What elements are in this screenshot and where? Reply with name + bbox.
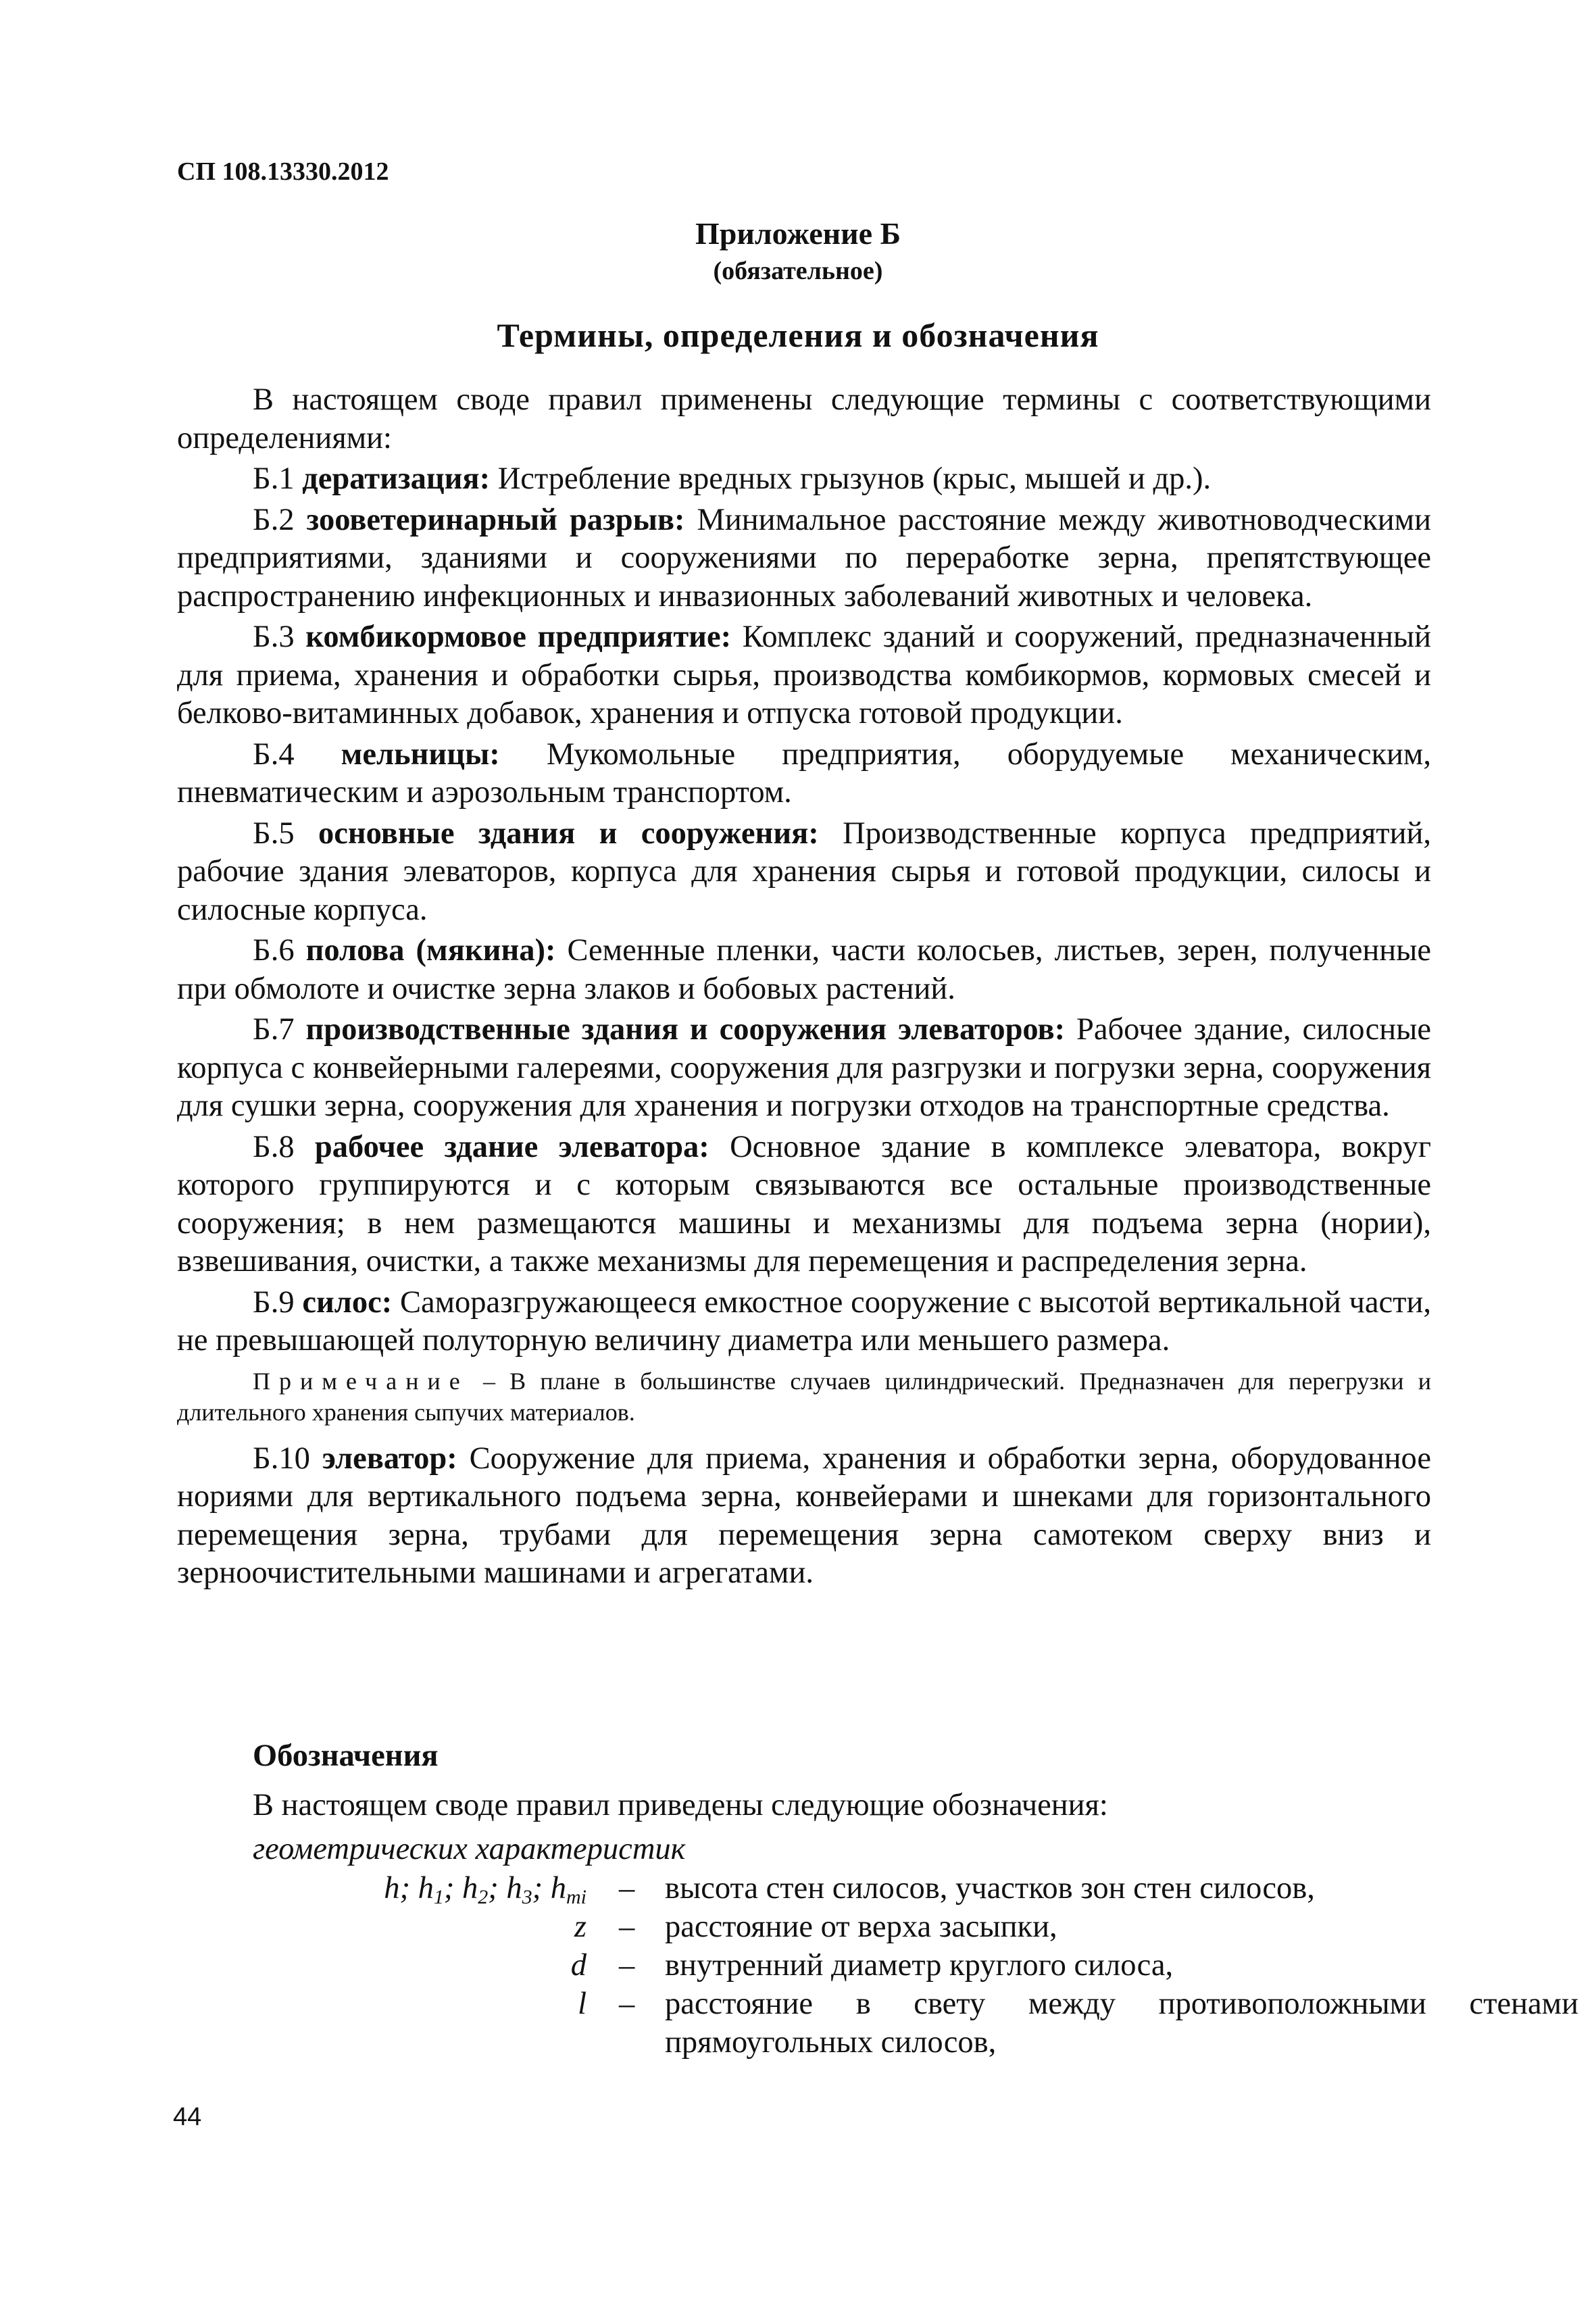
designations-heading: Обозначения: [253, 1739, 439, 1773]
term-b1: [177, 460, 1431, 499]
term-number: Б.10: [253, 1441, 310, 1476]
section-title: Термины, определения и обозначения: [497, 316, 1099, 354]
designation-symbol: z: [574, 1910, 587, 1944]
designation-description: расстояние в свету между противоположными стенами прямоугольных силосов,: [665, 1987, 1578, 2060]
term-name: мельницы:: [341, 737, 500, 772]
intro-paragraph: В настоящем своде правил применены следующие термины с соответствующими определениями:: [177, 382, 1431, 455]
term-definition: Минимальное расстояние между животноводческими предприятиями, зданиями и сооружениями по переработке зерна, препятствующее распространению инфекционных и инвазионных заболеваний животных и человека.: [177, 502, 1431, 614]
term-number: Б.9: [253, 1285, 295, 1320]
appendix-title: Приложение Б: [695, 216, 901, 251]
designation-dash: –: [619, 1910, 635, 1944]
geometric-characteristics-label: геометрических характеристик: [253, 1832, 686, 1866]
term-number: Б.7: [253, 1012, 295, 1047]
term-name: производственные здания и сооружения элеваторов:: [305, 1012, 1066, 1047]
term-name: комбикормовое предприятие:: [305, 620, 732, 654]
term-b6: [177, 932, 1431, 1008]
designation-description: высота стен силосов, участков зон стен силосов,: [665, 1871, 1315, 1906]
term-definition: Сооружение для приема, хранения и обработки зерна, оборудованное нориями для вертикального подъема зерна, конвейерами и шнеками для горизонтального перемещения зерна, трубами для перемещения зерна самотеком сверху вниз и зерноочистительными машинами и агрегатами.: [177, 1441, 1432, 1590]
designation-dash: –: [619, 1987, 635, 2021]
term-name: полова (мякина):: [305, 933, 556, 968]
term-number: Б.4: [253, 737, 295, 772]
term-definition: Комплекс зданий и сооружений, предназначенный для приема, хранения и обработки сырья, производства комбикормов, кормовых смесей и белково-витаминных добавок, хранения и отпуска готовой продукции.: [177, 620, 1431, 730]
term-definition: Семенные пленки, части колосьев, листьев, зерен, полученные при обмолоте и очистке зерна злаков и бобовых растений.: [177, 933, 1432, 1006]
term-b7: [177, 1011, 1431, 1126]
term-definition: Саморазгружающееся емкостное сооружение с высотой вертикальной части, не превышающей полуторную величину диаметра или меньшего размера.: [177, 1285, 1432, 1358]
term-number: Б.5: [253, 816, 295, 851]
term-definition: Мукомольные предприятия, оборудуемые механическим, пневматическим и аэрозольным транспортом.: [177, 737, 1431, 810]
appendix-subtitle: (обязательное): [713, 257, 883, 285]
designation-symbol: h; $h_1$; $h_2$; $h_3$; $h_{mi}$: [384, 1871, 587, 1908]
note-text: – В плане в большинстве случаев цилиндрический. Предназначен для перегрузки и длительного хранения сыпучих материалов.: [177, 1367, 1431, 1426]
term-b4: [177, 736, 1431, 812]
term-number: Б.1: [253, 462, 295, 496]
term-b9: [177, 1284, 1431, 1360]
designation-description: внутренний диаметр круглого силоса,: [665, 1948, 1174, 1983]
term-number: Б.6: [253, 933, 295, 968]
term-number: Б.8: [253, 1129, 295, 1164]
term-name: зооветеринарный разрыв:: [306, 502, 685, 537]
designation-description: расстояние от верха засыпки,: [665, 1910, 1057, 1944]
designation-symbol: d: [570, 1948, 587, 1983]
note-paragraph: [177, 1366, 1431, 1428]
term-b3: [177, 618, 1431, 733]
term-number: Б.2: [253, 502, 295, 537]
page-number: 44: [173, 2103, 202, 2131]
term-name: рабочее здание элеватора:: [314, 1129, 709, 1164]
term-definition: Истребление вредных грызунов (крыс, мышей и др.).: [497, 462, 1212, 496]
term-name: дератизация:: [302, 462, 491, 496]
designation-dash: –: [619, 1871, 635, 1906]
term-b8: [177, 1128, 1431, 1281]
term-b10: [177, 1440, 1431, 1593]
note-label: Примечание: [253, 1367, 469, 1395]
term-b2: [177, 501, 1431, 616]
term-name: силос:: [302, 1285, 393, 1320]
term-number: Б.3: [253, 620, 295, 654]
designation-symbol: l: [578, 1987, 587, 2021]
term-definition: Производственные корпуса предприятий, рабочие здания элеваторов, корпуса для хранения сырья и готовой продукции, силосы и силосные корпуса.: [177, 816, 1431, 927]
terms-body: [177, 381, 1431, 1593]
term-definition: Рабочее здание, силосные корпуса с конвейерными галереями, сооружения для разгрузки и погрузки зерна, сооружения для сушки зерна, сооружения для хранения и погрузки отходов на транспортные средства.: [177, 1012, 1432, 1123]
term-b5: [177, 815, 1431, 930]
designation-dash: –: [619, 1948, 635, 1983]
term-definition: Основное здание в комплексе элеватора, вокруг которого группируются и с которым связываются все остальные производственные сооружения; в нем размещаются машины и механизмы для подъема зерна (нории), взвешивания, очистки, а также механизмы для перемещения и распределения зерна.: [177, 1129, 1431, 1278]
designations-intro: В настоящем своде правил приведены следующие обозначения:: [253, 1788, 1108, 1822]
term-name: элеватор:: [322, 1441, 457, 1476]
term-name: основные здания и сооружения:: [318, 816, 819, 851]
document-code: СП 108.13330.2012: [177, 157, 389, 186]
